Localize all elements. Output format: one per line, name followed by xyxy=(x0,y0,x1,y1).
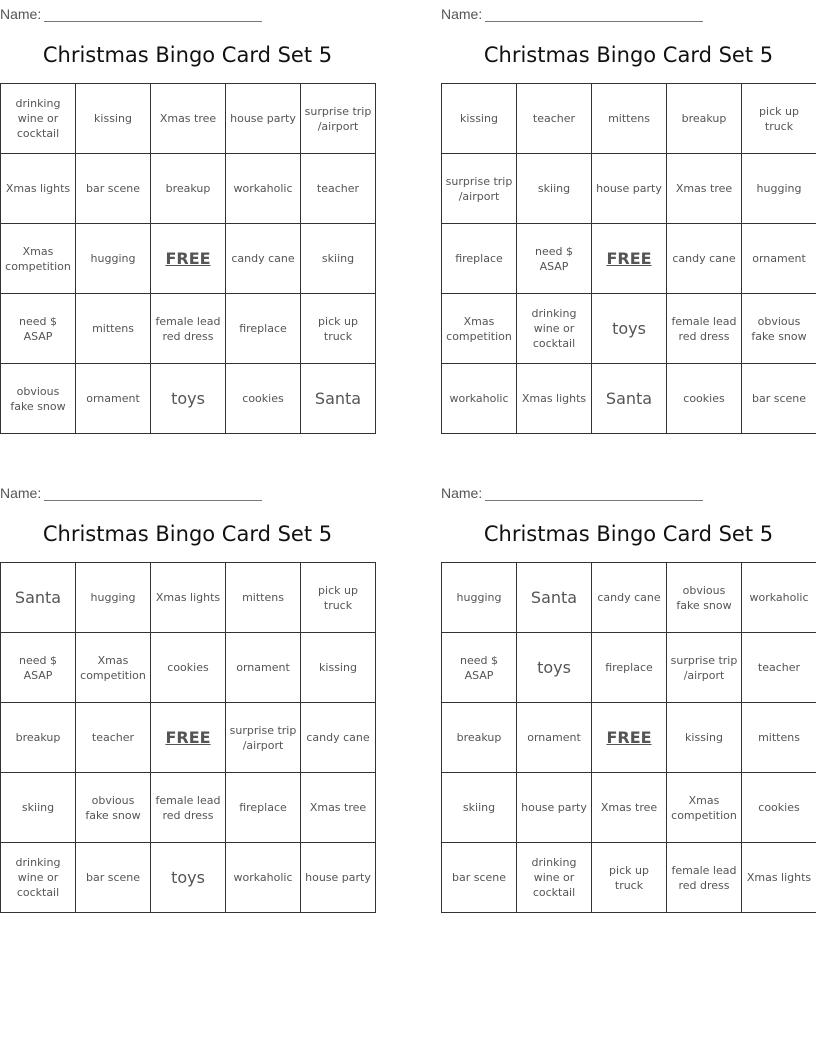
bingo-cell: kissing xyxy=(667,703,742,773)
bingo-cell: mittens xyxy=(226,563,301,633)
bingo-cell: workaholic xyxy=(226,154,301,224)
bingo-cell: Xmas competition xyxy=(76,633,151,703)
bingo-cell: surprise trip /airport xyxy=(226,703,301,773)
bingo-cell: cookies xyxy=(667,364,742,434)
bingo-cell: female lead red dress xyxy=(667,294,742,364)
bingo-cell: Xmas lights xyxy=(517,364,592,434)
bingo-cell: hugging xyxy=(76,563,151,633)
bingo-cell: pick up truck xyxy=(301,294,376,364)
bingo-cell: need $ ASAP xyxy=(1,633,76,703)
bingo-cell: mittens xyxy=(76,294,151,364)
bingo-cell: candy cane xyxy=(667,224,742,294)
bingo-cell: obvious fake snow xyxy=(667,563,742,633)
bingo-cell: Xmas competition xyxy=(1,224,76,294)
free-space: FREE xyxy=(151,703,226,773)
bingo-cell: hugging xyxy=(742,154,816,224)
bingo-cell: toys xyxy=(517,633,592,703)
bingo-cell: pick up truck xyxy=(592,843,667,913)
name-field xyxy=(441,0,703,22)
bingo-cell: hugging xyxy=(442,563,517,633)
name-label: Name: xyxy=(0,6,42,22)
free-space: FREE xyxy=(151,224,226,294)
bingo-cell: obvious fake snow xyxy=(76,773,151,843)
bingo-cell: breakup xyxy=(667,84,742,154)
bingo-cell: Xmas tree xyxy=(667,154,742,224)
bingo-cell: Xmas tree xyxy=(592,773,667,843)
bingo-cell: toys xyxy=(592,294,667,364)
bingo-cell: kissing xyxy=(301,633,376,703)
bingo-cell: obvious fake snow xyxy=(1,364,76,434)
bingo-cell: skiing xyxy=(301,224,376,294)
bingo-cell: ornament xyxy=(76,364,151,434)
bingo-cell: cookies xyxy=(742,773,816,843)
bingo-cell: female lead red dress xyxy=(151,294,226,364)
bingo-cell: need $ ASAP xyxy=(442,633,517,703)
card-title: Christmas Bingo Card Set 5 xyxy=(42,522,333,546)
bingo-cell: drinking wine or cocktail xyxy=(1,843,76,913)
bingo-cell: need $ ASAP xyxy=(517,224,592,294)
bingo-cell: bar scene xyxy=(76,843,151,913)
bingo-cell: Santa xyxy=(592,364,667,434)
card-title: Christmas Bingo Card Set 5 xyxy=(483,522,774,546)
bingo-cell: need $ ASAP xyxy=(1,294,76,364)
bingo-cell: hugging xyxy=(76,224,151,294)
bingo-cell: cookies xyxy=(226,364,301,434)
bingo-cell: female lead red dress xyxy=(151,773,226,843)
bingo-cell: ornament xyxy=(226,633,301,703)
bingo-cell: mittens xyxy=(592,84,667,154)
bingo-cell: skiing xyxy=(1,773,76,843)
bingo-cell: toys xyxy=(151,364,226,434)
bingo-cell: fireplace xyxy=(226,773,301,843)
name-label: Name: xyxy=(441,6,483,22)
bingo-cell: teacher xyxy=(517,84,592,154)
bingo-grid xyxy=(0,83,376,434)
bingo-cell: workaholic xyxy=(442,364,517,434)
bingo-cell: Xmas competition xyxy=(667,773,742,843)
bingo-grid xyxy=(0,562,376,913)
bingo-cell: cookies xyxy=(151,633,226,703)
bingo-cell: Xmas lights xyxy=(151,563,226,633)
bingo-cell: breakup xyxy=(151,154,226,224)
bingo-cell: breakup xyxy=(442,703,517,773)
bingo-cell: skiing xyxy=(517,154,592,224)
bingo-cell: teacher xyxy=(742,633,816,703)
bingo-cell: bar scene xyxy=(442,843,517,913)
bingo-cell: Xmas tree xyxy=(151,84,226,154)
bingo-cell: ornament xyxy=(742,224,816,294)
bingo-cell: fireplace xyxy=(442,224,517,294)
bingo-cell: Xmas lights xyxy=(742,843,816,913)
free-space: FREE xyxy=(592,224,667,294)
bingo-cell: candy cane xyxy=(226,224,301,294)
name-blank xyxy=(485,488,703,501)
bingo-cell: female lead red dress xyxy=(667,843,742,913)
bingo-cell: pick up truck xyxy=(301,563,376,633)
name-blank xyxy=(44,9,262,22)
bingo-grid xyxy=(441,562,816,913)
card-title: Christmas Bingo Card Set 5 xyxy=(483,43,774,67)
bingo-cell: ornament xyxy=(517,703,592,773)
bingo-cell: house party xyxy=(226,84,301,154)
bingo-cell: Xmas tree xyxy=(301,773,376,843)
bingo-cell: skiing xyxy=(442,773,517,843)
bingo-cell: teacher xyxy=(301,154,376,224)
bingo-cell: bar scene xyxy=(76,154,151,224)
bingo-cell: Xmas competition xyxy=(442,294,517,364)
card-title: Christmas Bingo Card Set 5 xyxy=(42,43,333,67)
bingo-cell: mittens xyxy=(742,703,816,773)
bingo-cell: house party xyxy=(517,773,592,843)
bingo-cell: drinking wine or cocktail xyxy=(517,294,592,364)
bingo-cell: surprise trip /airport xyxy=(301,84,376,154)
name-field xyxy=(0,0,262,22)
bingo-cell: kissing xyxy=(76,84,151,154)
bingo-cell: breakup xyxy=(1,703,76,773)
bingo-cell: toys xyxy=(151,843,226,913)
name-label: Name: xyxy=(441,485,483,501)
bingo-cell: pick up truck xyxy=(742,84,816,154)
name-blank xyxy=(485,9,703,22)
name-blank xyxy=(44,488,262,501)
free-space: FREE xyxy=(592,703,667,773)
name-field xyxy=(441,479,703,501)
bingo-cell: Santa xyxy=(301,364,376,434)
bingo-cell: obvious fake snow xyxy=(742,294,816,364)
bingo-cell: kissing xyxy=(442,84,517,154)
bingo-cell: bar scene xyxy=(742,364,816,434)
bingo-cell: Xmas lights xyxy=(1,154,76,224)
bingo-cell: house party xyxy=(592,154,667,224)
bingo-cell: drinking wine or cocktail xyxy=(517,843,592,913)
bingo-cell: house party xyxy=(301,843,376,913)
bingo-cell: drinking wine or cocktail xyxy=(1,84,76,154)
bingo-cell: candy cane xyxy=(592,563,667,633)
bingo-cell: surprise trip /airport xyxy=(442,154,517,224)
bingo-cell: candy cane xyxy=(301,703,376,773)
bingo-cell: fireplace xyxy=(592,633,667,703)
bingo-cell: surprise trip /airport xyxy=(667,633,742,703)
bingo-cell: workaholic xyxy=(226,843,301,913)
bingo-grid xyxy=(441,83,816,434)
bingo-cell: Santa xyxy=(517,563,592,633)
bingo-cell: fireplace xyxy=(226,294,301,364)
bingo-cell: workaholic xyxy=(742,563,816,633)
name-field xyxy=(0,479,262,501)
name-label: Name: xyxy=(0,485,42,501)
bingo-cell: teacher xyxy=(76,703,151,773)
bingo-cell: Santa xyxy=(1,563,76,633)
